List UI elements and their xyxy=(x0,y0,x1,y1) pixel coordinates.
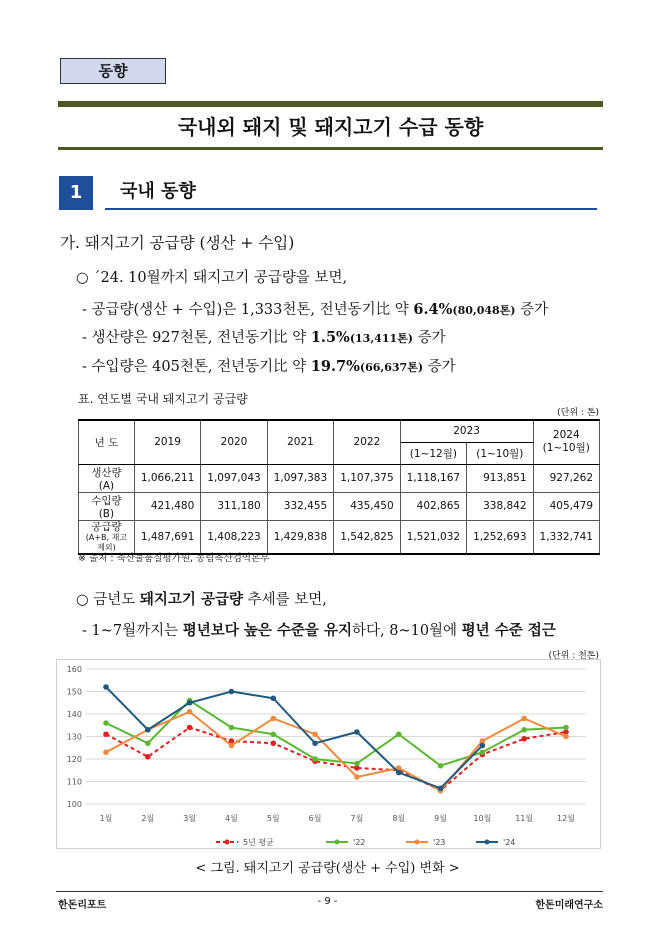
legend-label: 5년 평균 xyxy=(243,838,274,847)
x-tick-label: 3월 xyxy=(183,814,197,823)
data-point xyxy=(312,756,318,762)
dash-1-text: - 공급량(생산 + 수입)은 1,333천톤, 전년동기比 약 xyxy=(82,302,414,318)
col-2019: 2019 xyxy=(134,420,200,464)
col-2022: 2022 xyxy=(334,420,400,464)
table-unit: (단위 : 톤) xyxy=(557,408,599,418)
table-cell: 1,408,223 xyxy=(201,520,267,554)
row-label-sub: (A+B, 재고 제외) xyxy=(85,532,128,552)
data-point xyxy=(396,731,402,737)
col-2023-full: (1~12월) xyxy=(400,442,466,464)
dash-4-b: 평년보다 높은 수준을 유지 xyxy=(182,622,352,639)
table-row xyxy=(79,520,600,554)
legend-marker xyxy=(415,840,420,845)
y-tick-label: 160 xyxy=(66,665,82,674)
y-tick-label: 100 xyxy=(66,800,82,809)
col-2023: 2023 xyxy=(400,420,533,442)
table-cell: 1,487,691 xyxy=(134,520,200,554)
data-point xyxy=(563,725,569,731)
dash-4-a: - 1~7월까지는 xyxy=(82,623,183,639)
data-point xyxy=(438,785,444,791)
x-tick-label: 11월 xyxy=(515,814,534,823)
x-tick-label: 8월 xyxy=(392,814,406,823)
data-point xyxy=(103,684,109,690)
dash-3-text: - 수입량은 405천톤, 전년동기比 약 xyxy=(82,359,311,375)
subsection-heading: 가. 돼지고기 공급량 (생산 + 수입) xyxy=(60,234,295,252)
data-point xyxy=(103,749,109,755)
dash-2-text: - 생산량은 927천톤, 전년동기比 약 xyxy=(82,330,311,346)
data-point xyxy=(229,725,235,731)
x-tick-label: 10월 xyxy=(473,814,492,823)
dash-3-pct: 19.7% xyxy=(310,358,360,375)
dash-line-3 xyxy=(82,355,456,376)
data-point xyxy=(187,700,193,706)
chart-svg xyxy=(56,659,601,849)
y-tick-label: 120 xyxy=(66,755,82,764)
data-point xyxy=(187,709,193,715)
data-point xyxy=(270,695,276,701)
legend-label: '22 xyxy=(353,838,366,847)
table-cell: 435,450 xyxy=(334,492,400,520)
data-point xyxy=(270,731,276,737)
dash-4-c: 하다, 8~10월에 xyxy=(351,623,462,639)
data-point xyxy=(103,720,109,726)
section-title: 국내 동향 xyxy=(120,181,196,202)
dash-1-end: 증가 xyxy=(515,302,549,318)
data-point xyxy=(270,740,276,746)
table-cell: 927,262 xyxy=(533,464,599,492)
table-cell: 1,118,167 xyxy=(400,464,466,492)
table-cell: 1,429,838 xyxy=(267,520,333,554)
dash-3-end: 증가 xyxy=(423,359,456,375)
col-2024-range: (1~10월) xyxy=(542,442,590,455)
data-point xyxy=(187,725,193,731)
table-cell: 1,097,383 xyxy=(267,464,333,492)
series-line xyxy=(106,712,566,791)
table-row xyxy=(79,492,600,520)
data-point xyxy=(521,716,527,722)
y-tick-label: 140 xyxy=(66,710,82,719)
table-cell: 1,107,375 xyxy=(334,464,400,492)
table-caption: 표. 연도별 국내 돼지고기 공급량 xyxy=(78,392,248,406)
y-tick-label: 110 xyxy=(66,777,82,787)
table-source: ※ 출처 : 축산물품질평가원, 농림축산검역본부 xyxy=(78,553,270,564)
data-point xyxy=(312,731,318,737)
section-number: 1 xyxy=(59,176,93,210)
bullet-text-1: ○ ´24. 10월까지 돼지고기 공급량을 보면, xyxy=(76,270,348,286)
dash-1-paren: (80,048톤) xyxy=(452,304,516,317)
data-point xyxy=(563,734,569,740)
table-cell: 1,542,825 xyxy=(334,520,400,554)
data-point xyxy=(480,743,486,749)
table-cell: 311,180 xyxy=(201,492,267,520)
supply-chart xyxy=(56,659,601,849)
bullet-2-c: 추세를 보면, xyxy=(243,592,327,608)
data-point xyxy=(480,749,486,755)
data-point xyxy=(521,727,527,733)
supply-table xyxy=(78,419,600,555)
table-row xyxy=(79,464,600,492)
table-cell: 1,252,693 xyxy=(467,520,533,554)
row-label: 수입량(B) xyxy=(79,492,135,520)
table-cell: 1,066,211 xyxy=(134,464,200,492)
col-2021: 2021 xyxy=(267,420,333,464)
dash-line-1 xyxy=(82,298,548,319)
x-tick-label: 9월 xyxy=(434,814,447,823)
dash-2-end: 증가 xyxy=(412,330,446,346)
table-cell: 405,479 xyxy=(533,492,599,520)
dash-4-d: 평년 수준 접근 xyxy=(461,622,556,639)
chart-unit: (단위 : 천톤) xyxy=(548,651,599,661)
data-point xyxy=(270,716,276,722)
table-cell: 402,865 xyxy=(400,492,466,520)
table-cell: 913,851 xyxy=(467,464,533,492)
dash-1-pct: 6.4% xyxy=(413,301,453,318)
legend-marker xyxy=(335,840,340,845)
bullet-2-b: 돼지고기 공급량 xyxy=(139,591,244,608)
table-corner: 년 도 xyxy=(79,420,135,464)
x-tick-label: 2월 xyxy=(141,814,155,823)
table-cell: 338,842 xyxy=(467,492,533,520)
col-2023-partial: (1~10월) xyxy=(467,442,533,464)
section-underline xyxy=(105,208,597,210)
table-cell: 1,097,043 xyxy=(201,464,267,492)
data-point xyxy=(145,740,151,746)
row-label: 생산량(A) xyxy=(79,464,135,492)
x-tick-label: 12월 xyxy=(557,814,575,823)
table-cell: 332,455 xyxy=(267,492,333,520)
x-tick-label: 5월 xyxy=(266,814,280,823)
x-tick-label: 1월 xyxy=(99,814,113,823)
dash-2-paren: (13,411톤) xyxy=(349,332,413,345)
data-point xyxy=(229,689,235,695)
page-number: - 9 - xyxy=(317,896,338,907)
col-2020: 2020 xyxy=(201,420,267,464)
category-tag: 동향 xyxy=(60,58,166,84)
table-cell: 1,332,741 xyxy=(533,520,599,554)
x-tick-label: 7월 xyxy=(350,814,364,823)
x-tick-label: 6월 xyxy=(308,814,322,823)
footer-rule xyxy=(56,891,603,892)
dash-2-pct: 1.5% xyxy=(310,329,350,346)
data-point xyxy=(354,774,360,780)
page-title: 국내외 돼지 및 돼지고기 수급 동향 xyxy=(177,115,484,139)
legend-label: '23 xyxy=(433,838,446,847)
col-2024-year: 2024 xyxy=(552,429,580,442)
data-point xyxy=(229,743,235,749)
dash-line-2 xyxy=(82,326,446,347)
dash-line-4 xyxy=(82,619,556,640)
table-cell: 421,480 xyxy=(134,492,200,520)
col-2024 xyxy=(533,420,599,464)
x-tick-label: 4월 xyxy=(225,814,238,823)
data-point xyxy=(103,731,109,737)
bullet-text-2 xyxy=(76,588,327,609)
data-point xyxy=(521,736,527,742)
data-point xyxy=(145,754,151,760)
footer-right: 한돈미래연구소 xyxy=(535,900,603,911)
data-point xyxy=(145,727,151,733)
data-point xyxy=(312,740,318,746)
data-point xyxy=(396,770,402,776)
legend-marker xyxy=(225,840,230,845)
series-line xyxy=(106,687,482,788)
figure-caption: < 그림. 돼지고기 공급량(생산 + 수입) 변화 > xyxy=(195,861,460,876)
data-point xyxy=(438,763,444,769)
row-label xyxy=(79,520,135,554)
y-tick-label: 130 xyxy=(66,732,82,742)
bullet-2-a: ○ 금년도 xyxy=(76,592,140,608)
title-bar-bottom xyxy=(58,147,603,150)
legend-marker xyxy=(485,840,490,845)
data-point xyxy=(354,729,360,735)
legend-label: '24 xyxy=(503,838,516,847)
table-cell: 1,521,032 xyxy=(400,520,466,554)
y-tick-label: 150 xyxy=(66,687,82,697)
dash-3-paren: (66,637톤) xyxy=(359,361,424,374)
data-point xyxy=(354,761,360,767)
row-label-main: 공급량 xyxy=(91,520,122,533)
footer-left: 한돈리포트 xyxy=(58,900,107,911)
